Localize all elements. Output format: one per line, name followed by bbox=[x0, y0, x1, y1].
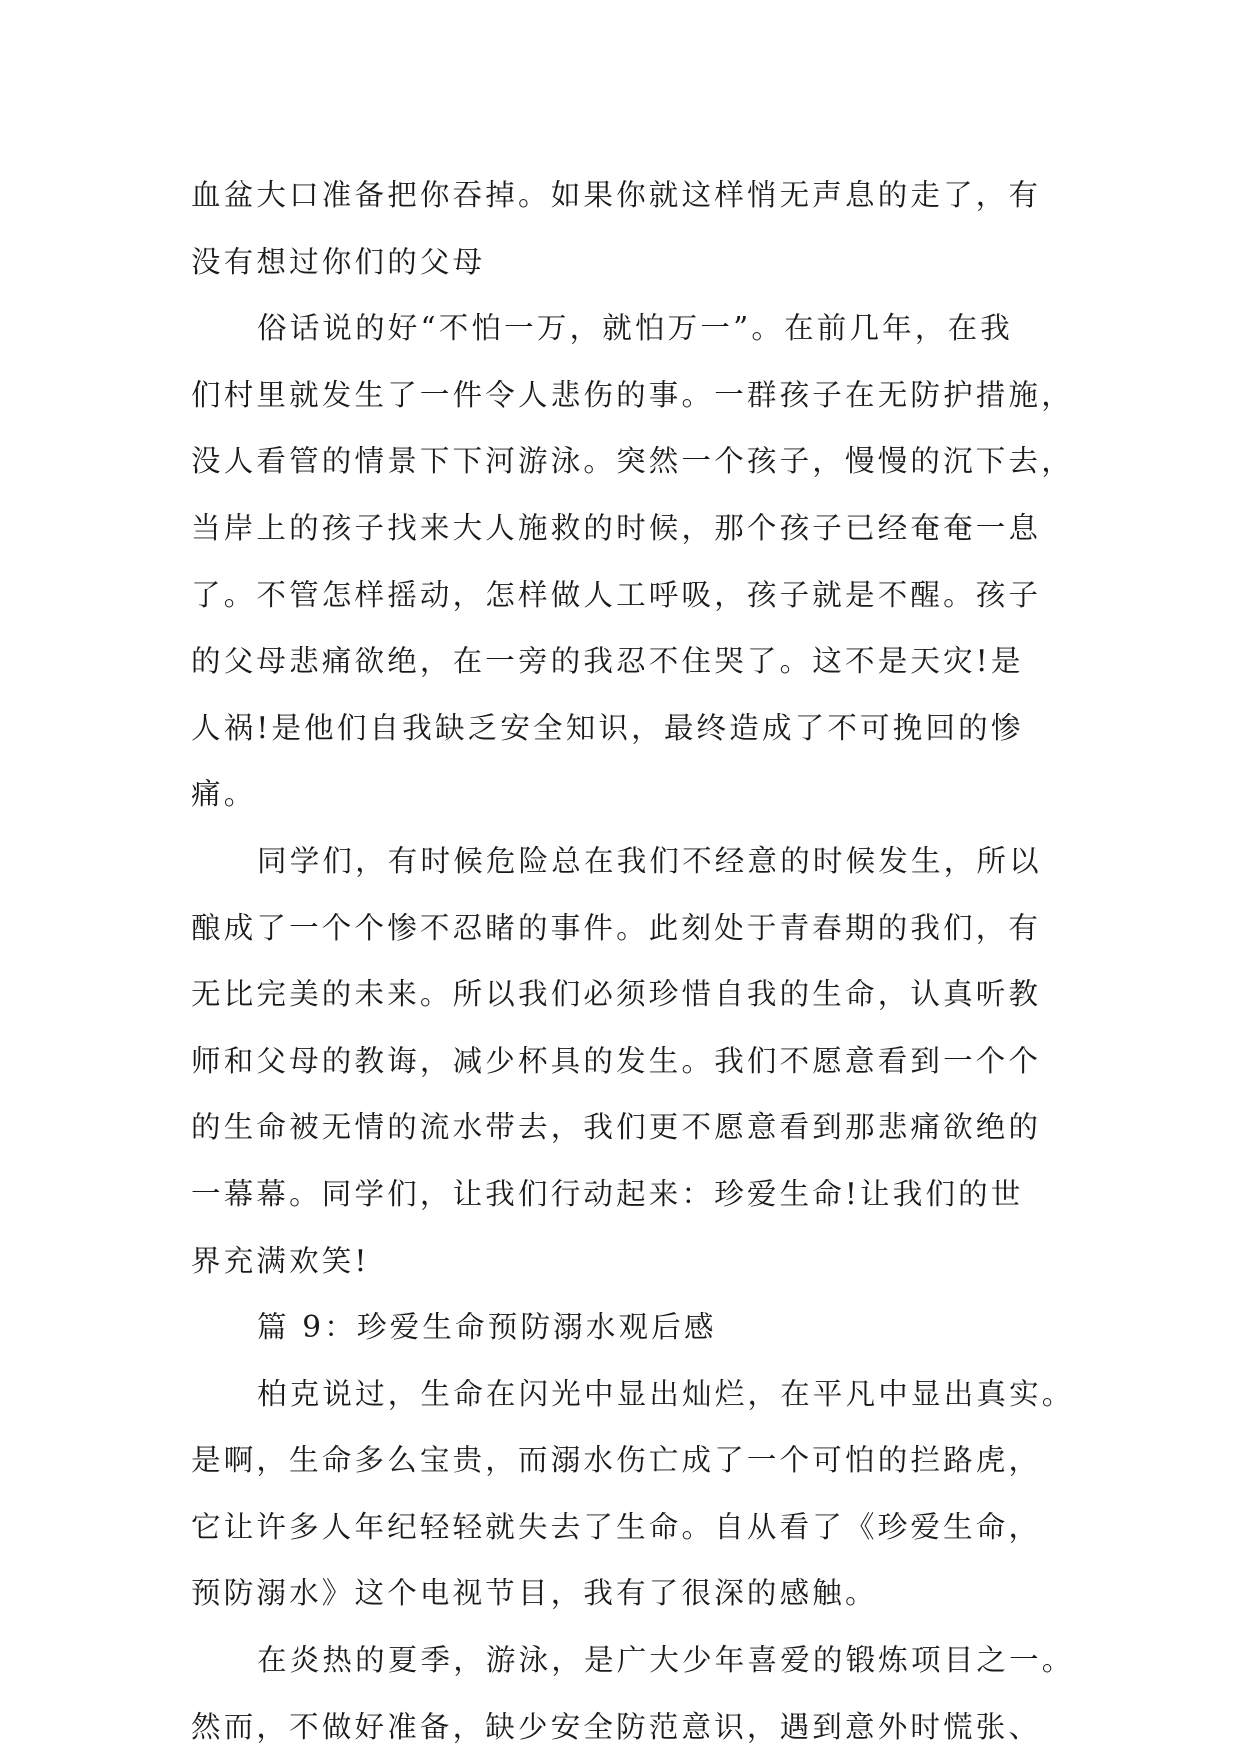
text-line: 无比完美的未来。所以我们必须珍惜自我的生命，认真听教 bbox=[191, 977, 1042, 1012]
text-line: 人祸!是他们自我缺乏安全知识，最终造成了不可挽回的惨 bbox=[191, 710, 1024, 745]
text-line: 一幕幕。同学们，让我们行动起来：珍爱生命!让我们的世 bbox=[191, 1176, 1024, 1211]
text-line: 同学们，有时候危险总在我们不经意的时候发生，所以 bbox=[257, 843, 1042, 878]
text-line: 没人看管的情景下下河游泳。突然一个孩子，慢慢的沉下去， bbox=[191, 444, 1074, 479]
text-line: 的生命被无情的流水带去，我们更不愿意看到那悲痛欲绝的 bbox=[191, 1110, 1042, 1145]
text-line: 俗话说的好“不怕一万，就怕万一”。在前几年，在我 bbox=[257, 311, 1013, 346]
text-line: 们村里就发生了一件令人悲伤的事。一群孩子在无防护措施， bbox=[191, 377, 1074, 412]
text-line: 的父母悲痛欲绝，在一旁的我忍不住哭了。这不是天灾!是 bbox=[191, 644, 1024, 679]
text-line: 师和父母的教诲，减少杯具的发生。我们不愿意看到一个个 bbox=[191, 1043, 1042, 1078]
text-line: 是啊，生命多么宝贵，而溺水伤亡成了一个可怕的拦路虎， bbox=[191, 1443, 1042, 1478]
text-line: 界充满欢笑! bbox=[191, 1243, 370, 1278]
text-line: 当岸上的孩子找来大人施救的时候，那个孩子已经奄奄一息 bbox=[191, 510, 1042, 545]
text-line: 然而，不做好准备，缺少安全防范意识，遇到意外时慌张、 bbox=[191, 1709, 1042, 1744]
text-line: 在炎热的夏季，游泳，是广大少年喜爱的锻炼项目之一。 bbox=[257, 1643, 1075, 1678]
text-line: 酿成了一个个惨不忍睹的事件。此刻处于青春期的我们，有 bbox=[191, 910, 1042, 945]
section-heading: 篇 9：珍爱生命预防溺水观后感 bbox=[257, 1310, 717, 1345]
text-line: 痛。 bbox=[191, 777, 257, 812]
text-line: 了。不管怎样摇动，怎样做人工呼吸，孩子就是不醒。孩子 bbox=[191, 577, 1042, 612]
body-text bbox=[191, 162, 1075, 1760]
text-line: 血盆大口准备把你吞掉。如果你就这样悄无声息的走了，有 bbox=[191, 178, 1042, 212]
text-line: 没有想过你们的父母 bbox=[191, 244, 486, 279]
text-line: 它让许多人年纪轻轻就失去了生命。自从看了《珍爱生命， bbox=[191, 1509, 1042, 1544]
text-line: 预防溺水》这个电视节目，我有了很深的感触。 bbox=[191, 1576, 878, 1611]
text-line: 柏克说过，生命在闪光中显出灿烂，在平凡中显出真实。 bbox=[257, 1376, 1075, 1411]
